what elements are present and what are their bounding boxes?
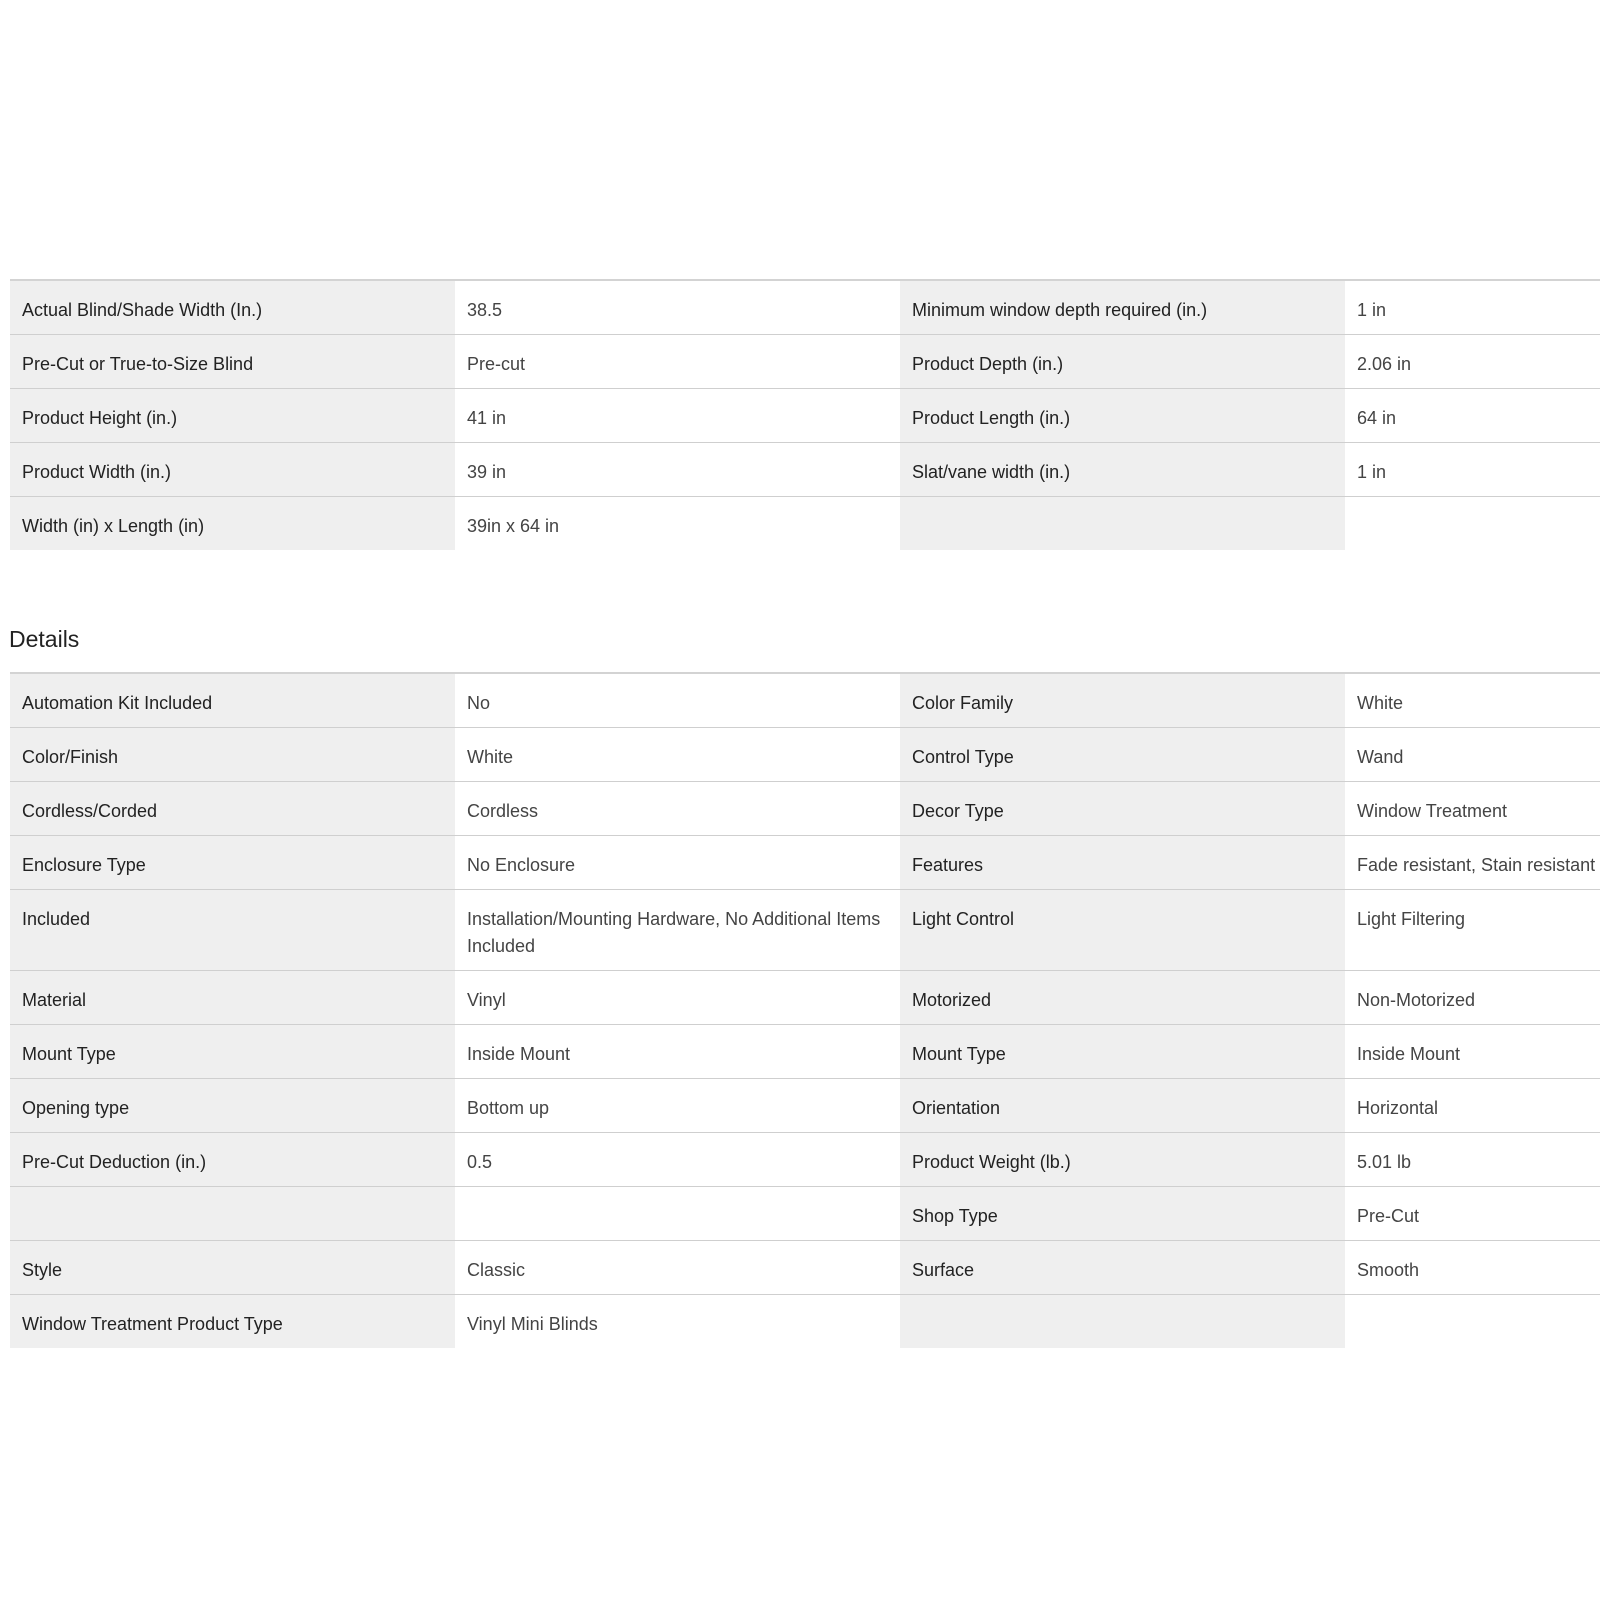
dimensions-row bbox=[10, 388, 1600, 442]
spec-label: Product Weight (lb.) bbox=[900, 1132, 1345, 1186]
dimensions-table-body bbox=[10, 280, 1600, 550]
dimensions-row bbox=[10, 334, 1600, 388]
details-row bbox=[10, 781, 1600, 835]
spec-label: Product Length (in.) bbox=[900, 388, 1345, 442]
details-row bbox=[10, 970, 1600, 1024]
spec-value: Fade resistant, Stain resistant bbox=[1345, 835, 1600, 889]
spec-value: Vinyl bbox=[455, 970, 900, 1024]
spec-value bbox=[1345, 1294, 1600, 1348]
details-row bbox=[10, 1132, 1600, 1186]
spec-value: 41 in bbox=[455, 388, 900, 442]
spec-value: No Enclosure bbox=[455, 835, 900, 889]
spec-value: Installation/Mounting Hardware, No Additional Items Included bbox=[455, 889, 900, 970]
details-row bbox=[10, 727, 1600, 781]
spec-label: Slat/vane width (in.) bbox=[900, 442, 1345, 496]
spec-value: Wand bbox=[1345, 727, 1600, 781]
details-row bbox=[10, 835, 1600, 889]
spec-label: Minimum window depth required (in.) bbox=[900, 280, 1345, 334]
spec-label: Enclosure Type bbox=[10, 835, 455, 889]
spec-value: Pre-cut bbox=[455, 334, 900, 388]
spec-value: 64 in bbox=[1345, 388, 1600, 442]
spec-value: Inside Mount bbox=[1345, 1024, 1600, 1078]
spec-value: Inside Mount bbox=[455, 1024, 900, 1078]
spec-label bbox=[900, 1294, 1345, 1348]
spec-value: 1 in bbox=[1345, 442, 1600, 496]
spec-value: 5.01 lb bbox=[1345, 1132, 1600, 1186]
spec-value: Window Treatment bbox=[1345, 781, 1600, 835]
spec-value: White bbox=[455, 727, 900, 781]
details-row bbox=[10, 673, 1600, 727]
spec-value: 0.5 bbox=[455, 1132, 900, 1186]
spec-label: Color Family bbox=[900, 673, 1345, 727]
spec-label: Orientation bbox=[900, 1078, 1345, 1132]
spec-label: Shop Type bbox=[900, 1186, 1345, 1240]
spec-value: Vinyl Mini Blinds bbox=[455, 1294, 900, 1348]
details-row bbox=[10, 1240, 1600, 1294]
details-row bbox=[10, 889, 1600, 970]
spec-label: Pre-Cut or True-to-Size Blind bbox=[10, 334, 455, 388]
spec-value: 38.5 bbox=[455, 280, 900, 334]
spec-value: Light Filtering bbox=[1345, 889, 1600, 970]
spec-label: Cordless/Corded bbox=[10, 781, 455, 835]
spec-label: Width (in) x Length (in) bbox=[10, 496, 455, 550]
spec-value: 39in x 64 in bbox=[455, 496, 900, 550]
dimensions-row bbox=[10, 280, 1600, 334]
spec-label: Color/Finish bbox=[10, 727, 455, 781]
spec-label: Mount Type bbox=[900, 1024, 1345, 1078]
spec-value: Horizontal bbox=[1345, 1078, 1600, 1132]
spec-label: Features bbox=[900, 835, 1345, 889]
spec-value: Cordless bbox=[455, 781, 900, 835]
spec-label: Decor Type bbox=[900, 781, 1345, 835]
spec-value: No bbox=[455, 673, 900, 727]
dimensions-row bbox=[10, 442, 1600, 496]
details-row bbox=[10, 1294, 1600, 1348]
spec-label: Mount Type bbox=[10, 1024, 455, 1078]
spec-value: 1 in bbox=[1345, 280, 1600, 334]
spec-value: Non-Motorized bbox=[1345, 970, 1600, 1024]
spec-label: Product Height (in.) bbox=[10, 388, 455, 442]
spec-value bbox=[1345, 496, 1600, 550]
details-section-title: Details bbox=[9, 626, 80, 652]
dimensions-table bbox=[10, 279, 1600, 550]
spec-label: Light Control bbox=[900, 889, 1345, 970]
spec-label: Product Depth (in.) bbox=[900, 334, 1345, 388]
spec-label: Product Width (in.) bbox=[10, 442, 455, 496]
spec-value: White bbox=[1345, 673, 1600, 727]
spec-label: Motorized bbox=[900, 970, 1345, 1024]
spec-label: Actual Blind/Shade Width (In.) bbox=[10, 280, 455, 334]
spec-value: Classic bbox=[455, 1240, 900, 1294]
details-row bbox=[10, 1186, 1600, 1240]
spec-value: Pre-Cut bbox=[1345, 1186, 1600, 1240]
spec-value: Smooth bbox=[1345, 1240, 1600, 1294]
spec-label: Style bbox=[10, 1240, 455, 1294]
spec-label: Control Type bbox=[900, 727, 1345, 781]
spec-label: Included bbox=[10, 889, 455, 970]
spec-label bbox=[900, 496, 1345, 550]
details-row bbox=[10, 1078, 1600, 1132]
spec-label: Pre-Cut Deduction (in.) bbox=[10, 1132, 455, 1186]
spec-label: Surface bbox=[900, 1240, 1345, 1294]
spec-label: Window Treatment Product Type bbox=[10, 1294, 455, 1348]
spec-value: Bottom up bbox=[455, 1078, 900, 1132]
spec-value: 39 in bbox=[455, 442, 900, 496]
details-table-body bbox=[10, 673, 1600, 1348]
spec-label: Material bbox=[10, 970, 455, 1024]
spec-label bbox=[10, 1186, 455, 1240]
spec-label: Automation Kit Included bbox=[10, 673, 455, 727]
details-table bbox=[10, 672, 1600, 1348]
spec-label: Opening type bbox=[10, 1078, 455, 1132]
details-row bbox=[10, 1024, 1600, 1078]
spec-value: 2.06 in bbox=[1345, 334, 1600, 388]
spec-value bbox=[455, 1186, 900, 1240]
dimensions-row bbox=[10, 496, 1600, 550]
